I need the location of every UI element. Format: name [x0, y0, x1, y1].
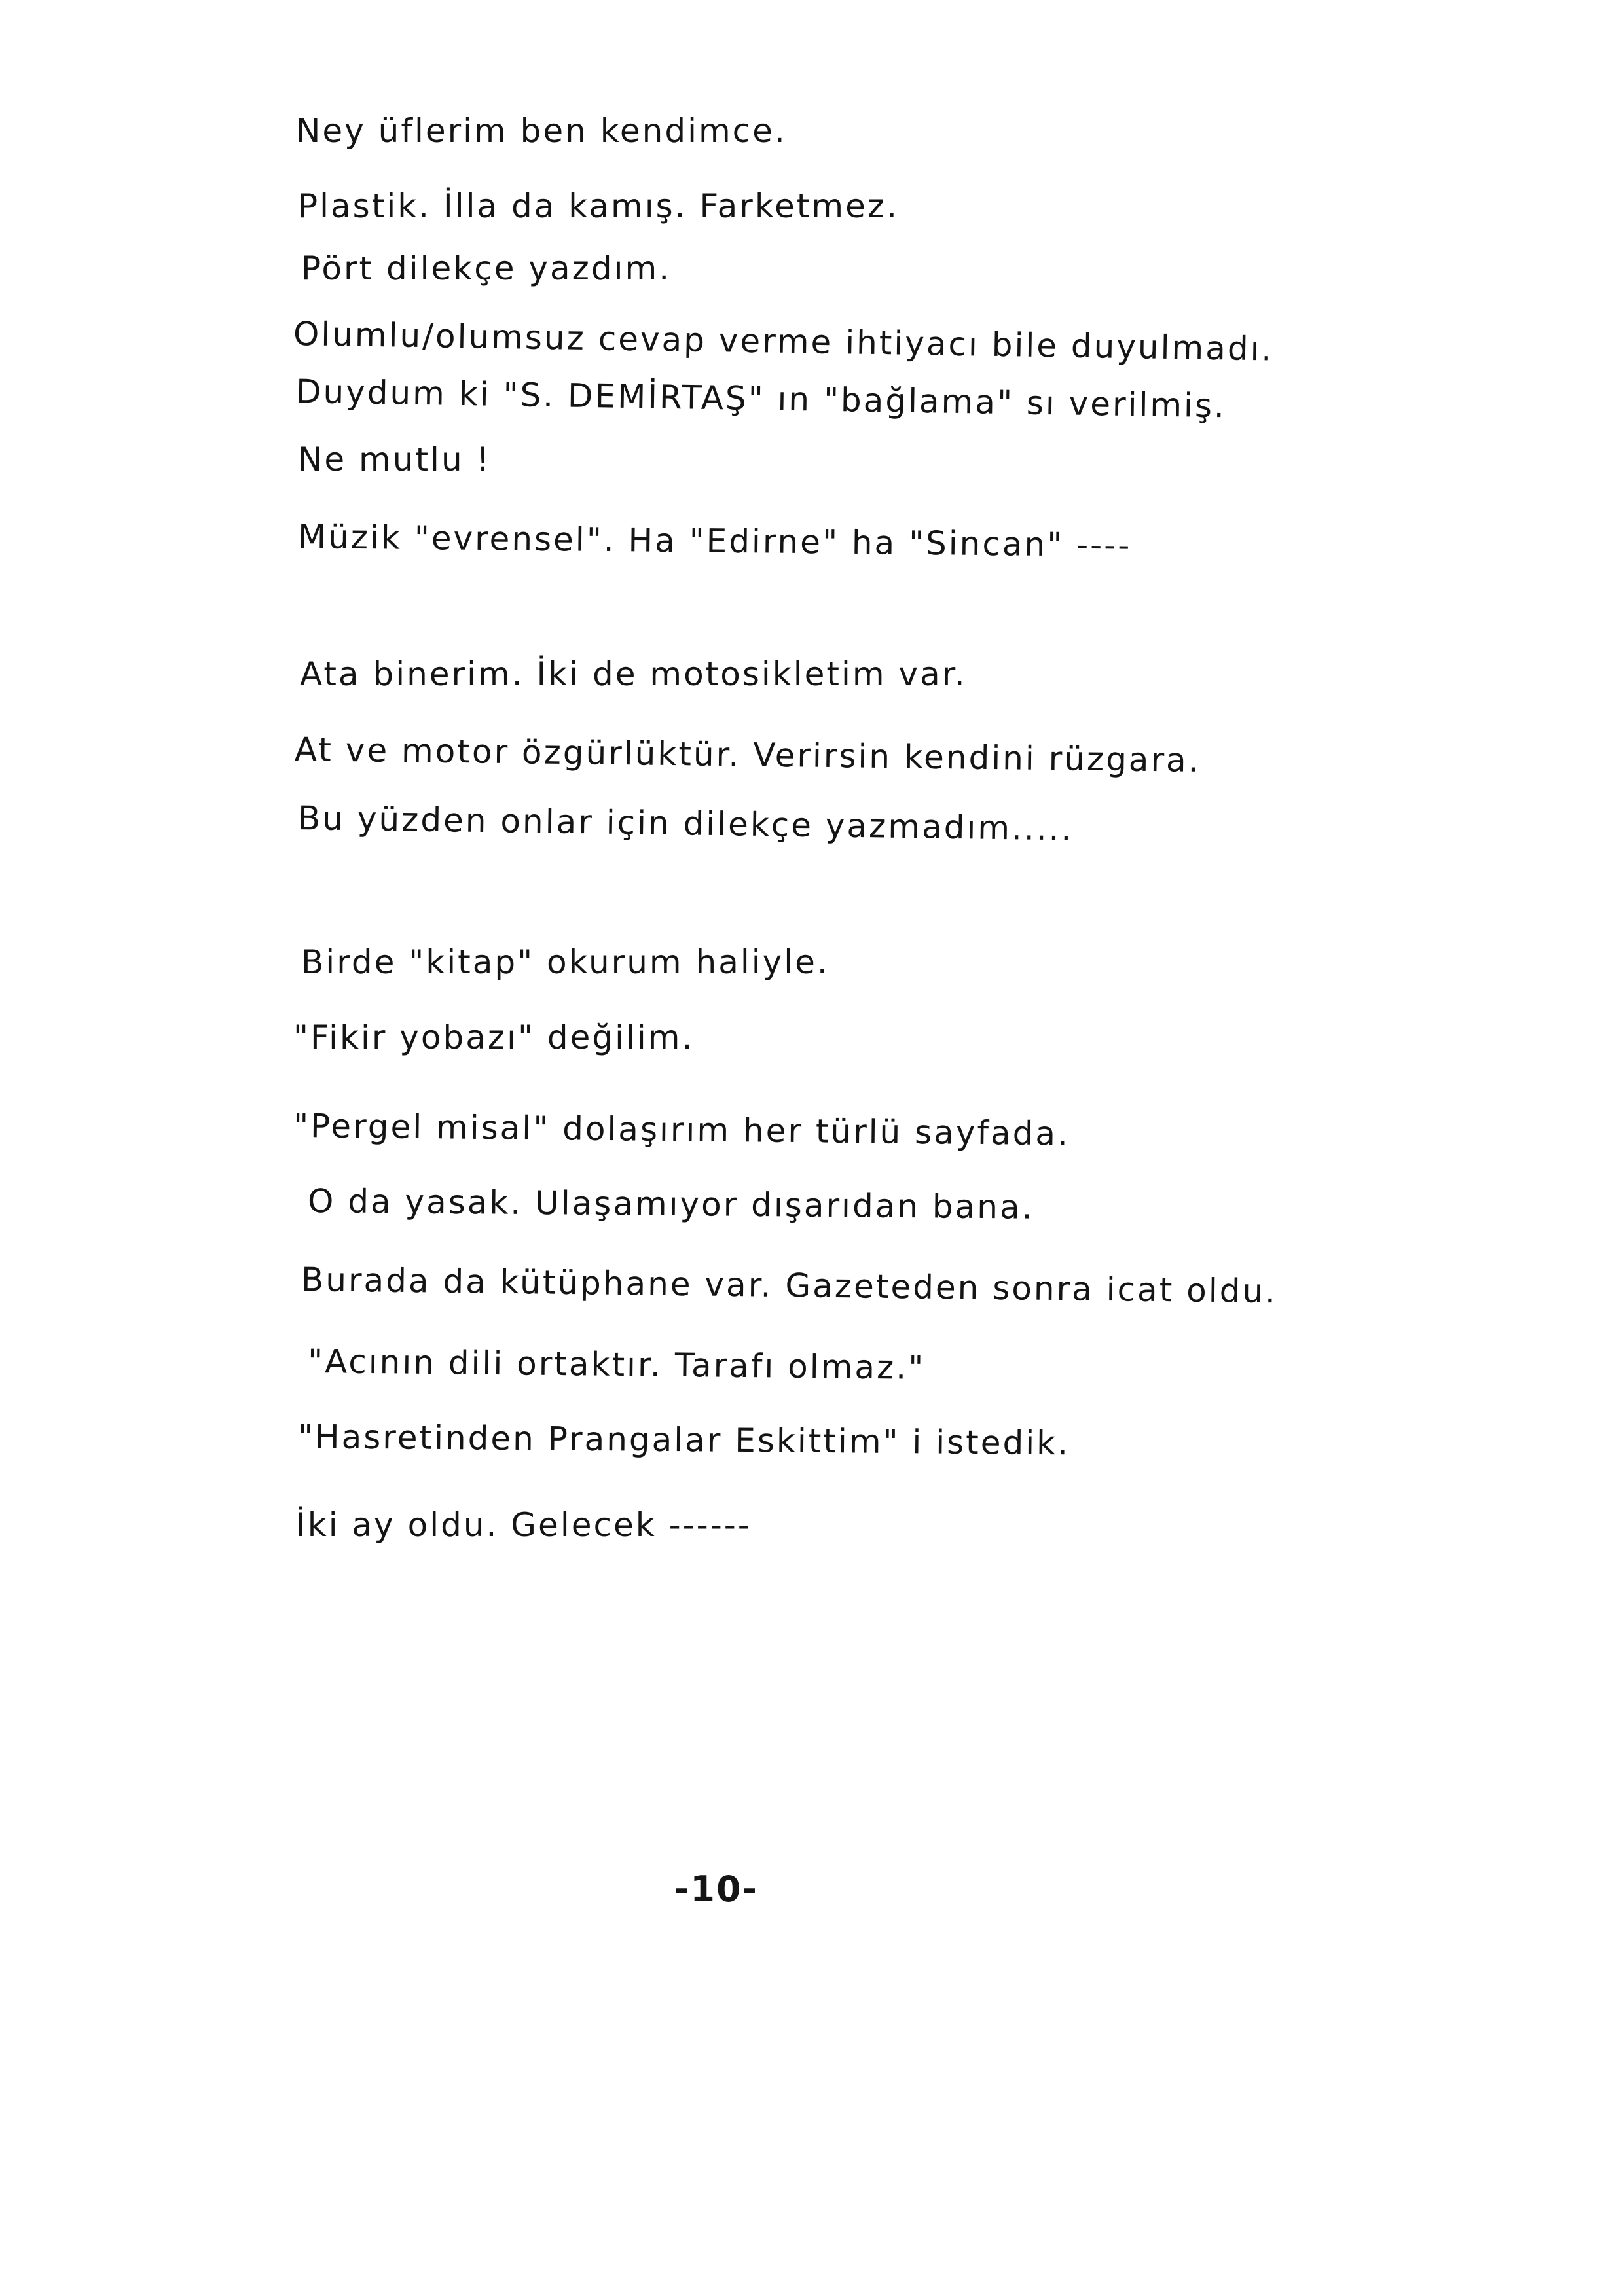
- poem-line: "Fikir yobazı" değilim.: [293, 1018, 695, 1056]
- poem-line: Ney üflerim ben kendimce.: [296, 112, 787, 150]
- poem-line: Birde "kitap" okurum haliyle.: [301, 943, 830, 981]
- poem-line: Müzik "evrensel". Ha "Edirne" ha "Sincan" ----: [297, 518, 1132, 565]
- poem-line: "Acının dili ortaktır. Tarafı olmaz.": [307, 1342, 926, 1387]
- poem-line: "Hasretinden Prangalar Eskittim" i istedik.: [297, 1418, 1070, 1463]
- poem-line: Olumlu/olumsuz cevap verme ihtiyacı bile duyulmadı.: [293, 315, 1274, 368]
- poem-line: Bu yüzden onlar için dilekçe yazmadım.....: [297, 799, 1074, 848]
- poem-line: At ve motor özgürlüktür. Verirsin kendini rüzgara.: [294, 730, 1201, 780]
- poem-line: İki ay oldu. Gelecek ------: [296, 1506, 752, 1544]
- poem-line: Duydum ki "S. DEMİRTAŞ" ın "bağlama" sı verilmiş.: [295, 372, 1227, 425]
- page-number: -10-: [674, 1869, 758, 1910]
- poem-line: Ata binerim. İki de motosikletim var.: [300, 655, 967, 693]
- poem-line: O da yasak. Ulaşamıyor dışarıdan bana.: [307, 1182, 1034, 1227]
- poem-line: Burada da kütüphane var. Gazeteden sonra icat oldu.: [301, 1261, 1278, 1311]
- poem-line: "Pergel misal" dolaşırım her türlü sayfada.: [293, 1107, 1070, 1153]
- poem-line: Ne mutlu !: [298, 440, 492, 478]
- poem-line: Plastik. İlla da kamış. Farketmez.: [298, 187, 899, 225]
- poem-line: Pört dilekçe yazdım.: [301, 249, 672, 287]
